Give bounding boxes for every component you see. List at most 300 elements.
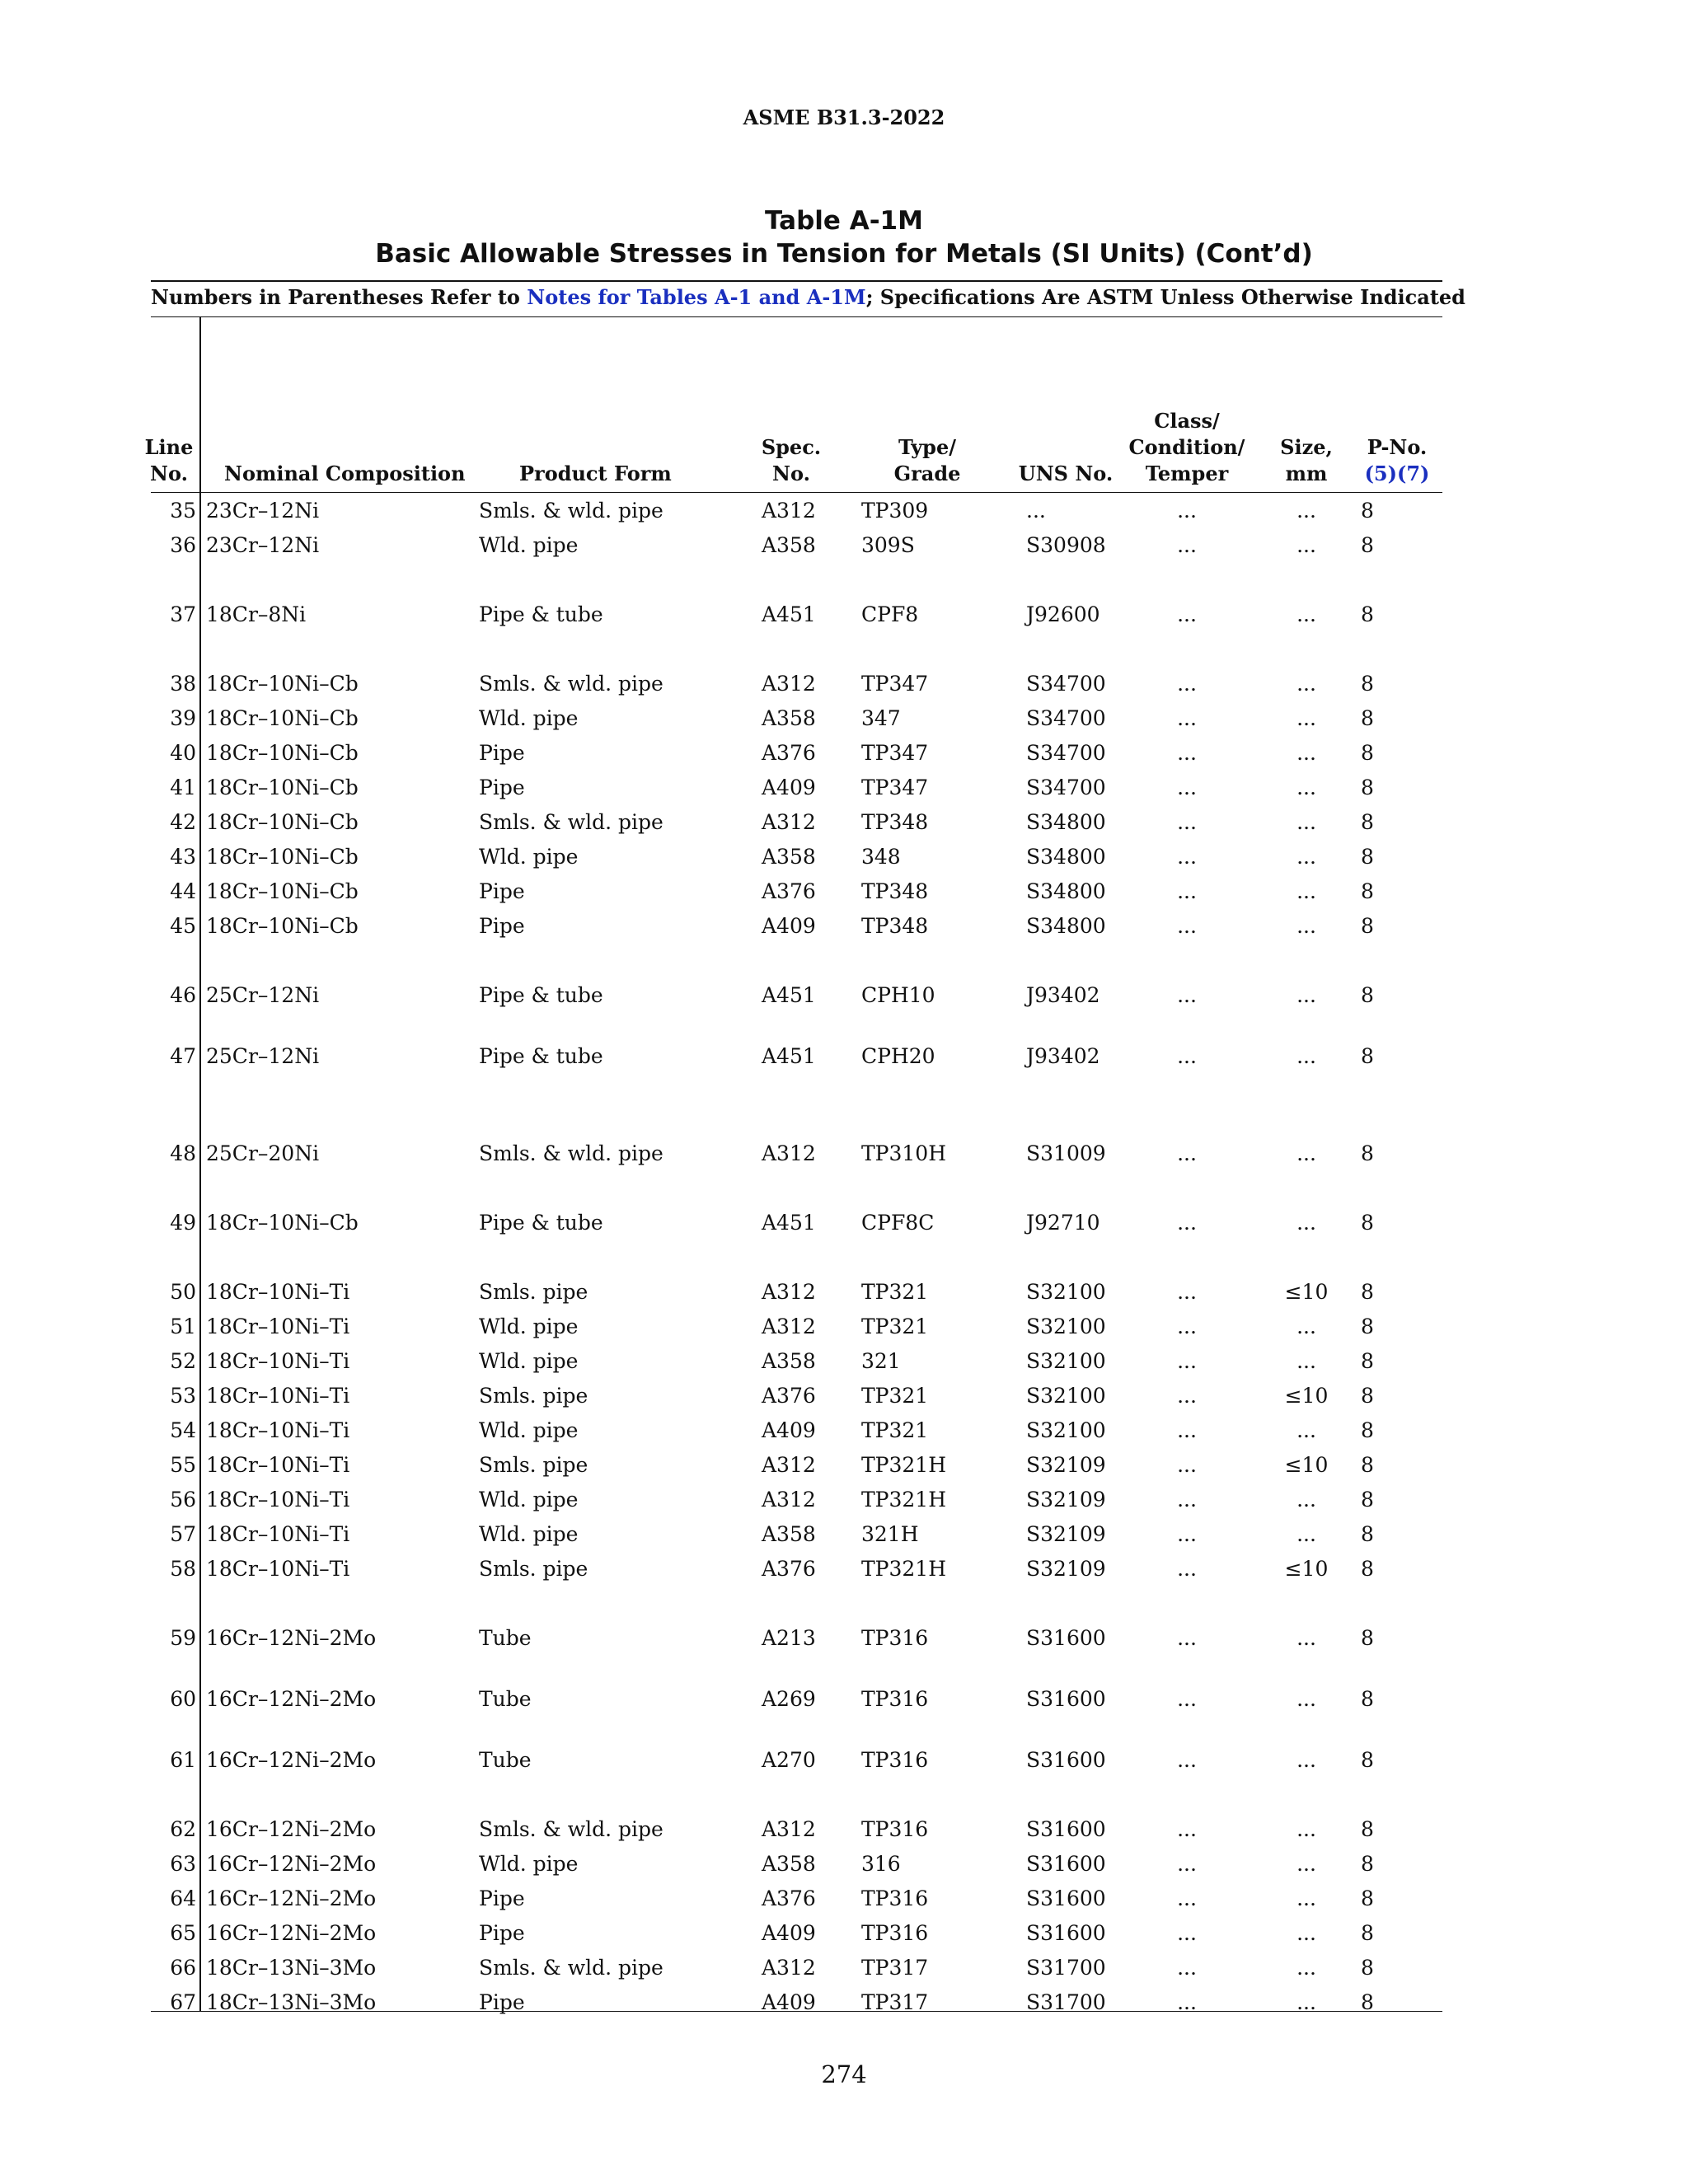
cell-form: Smls. pipe: [479, 1557, 588, 1581]
cell-line: 52: [170, 1349, 196, 1373]
cell-line: 35: [170, 499, 196, 523]
cell-pno: 8: [1361, 810, 1374, 834]
cell-cls: ...: [1177, 914, 1197, 938]
cell-line: 47: [170, 1044, 196, 1068]
cell-type: TP348: [861, 879, 929, 903]
cell-comp: 18Cr–10Ni–Cb: [206, 810, 359, 834]
cell-pno: 8: [1361, 845, 1374, 869]
cell-spec: A451: [762, 602, 816, 626]
table-row: [0, 1043, 1688, 1071]
cell-size: ...: [1296, 1687, 1316, 1711]
cell-uns: S31600: [1026, 1852, 1106, 1876]
cell-pno: 8: [1361, 499, 1374, 523]
cell-line: 60: [170, 1687, 196, 1711]
cell-line: 66: [170, 1956, 196, 1980]
table-row: [0, 1347, 1688, 1376]
col-header-composition: Nominal Composition: [224, 462, 466, 485]
cell-comp: 18Cr–10Ni–Ti: [206, 1280, 350, 1304]
cell-cls: ...: [1177, 810, 1197, 834]
cell-comp: 16Cr–12Ni–2Mo: [206, 1886, 377, 1910]
cell-form: Wld. pipe: [479, 845, 579, 869]
cell-uns: S32100: [1026, 1315, 1106, 1338]
cell-uns: S30908: [1026, 533, 1106, 557]
cell-form: Pipe: [479, 1990, 525, 2014]
bottom-rule: [151, 2011, 1442, 2012]
cell-uns: J92710: [1026, 1211, 1100, 1235]
cell-form: Smls. & wld. pipe: [479, 1141, 663, 1165]
cell-size: ≤10: [1284, 1453, 1329, 1477]
cell-pno: 8: [1361, 1557, 1374, 1581]
cell-pno: 8: [1361, 1044, 1374, 1068]
cell-size: ...: [1296, 845, 1316, 869]
cell-comp: 16Cr–12Ni–2Mo: [206, 1687, 377, 1711]
cell-line: 38: [170, 672, 196, 696]
cell-type: TP316: [861, 1886, 929, 1910]
cell-comp: 18Cr–13Ni–3Mo: [206, 1990, 377, 2014]
cell-line: 62: [170, 1817, 196, 1841]
cell-comp: 18Cr–10Ni–Cb: [206, 672, 359, 696]
cell-line: 63: [170, 1852, 196, 1876]
cell-spec: A376: [762, 1384, 816, 1408]
notes-link[interactable]: Notes for Tables A-1 and A-1M: [527, 285, 866, 309]
cell-cls: ...: [1177, 741, 1197, 765]
cell-form: Tube: [479, 1748, 532, 1772]
cell-form: Smls. & wld. pipe: [479, 1956, 663, 1980]
cell-form: Smls. & wld. pipe: [479, 810, 663, 834]
cell-uns: S34800: [1026, 810, 1106, 834]
cell-spec: A376: [762, 1557, 816, 1581]
cell-type: TP321: [861, 1384, 929, 1408]
notes-rule: [151, 316, 1442, 317]
cell-comp: 16Cr–12Ni–2Mo: [206, 1921, 377, 1945]
cell-comp: 18Cr–10Ni–Cb: [206, 1211, 359, 1235]
cell-cls: ...: [1177, 1488, 1197, 1511]
cell-cls: ...: [1177, 1280, 1197, 1304]
cell-pno: 8: [1361, 1488, 1374, 1511]
cell-line: 49: [170, 1211, 196, 1235]
col-header-line: Line No.: [144, 435, 194, 485]
cell-form: Pipe: [479, 914, 525, 938]
cell-spec: A312: [762, 672, 816, 696]
page-number: 274: [821, 2060, 867, 2088]
cell-spec: A358: [762, 1522, 816, 1546]
cell-uns: S32100: [1026, 1280, 1106, 1304]
cell-form: Smls. pipe: [479, 1280, 588, 1304]
cell-spec: A358: [762, 1349, 816, 1373]
cell-line: 48: [170, 1141, 196, 1165]
cell-comp: 18Cr–10Ni–Cb: [206, 776, 359, 799]
table-row: [0, 808, 1688, 837]
cell-spec: A358: [762, 533, 816, 557]
table-row: [0, 1919, 1688, 1947]
cell-form: Pipe: [479, 741, 525, 765]
table-title: [0, 204, 1688, 270]
cell-form: Smls. & wld. pipe: [479, 499, 663, 523]
cell-pno: 8: [1361, 1748, 1374, 1772]
cell-spec: A376: [762, 741, 816, 765]
cell-cls: ...: [1177, 1626, 1197, 1650]
cell-form: Smls. pipe: [479, 1453, 588, 1477]
cell-pno: 8: [1361, 1349, 1374, 1373]
cell-size: ...: [1296, 1852, 1316, 1876]
cell-pno: 8: [1361, 1141, 1374, 1165]
cell-uns: S31700: [1026, 1956, 1106, 1980]
cell-spec: A312: [762, 1141, 816, 1165]
cell-comp: 18Cr–10Ni–Ti: [206, 1384, 350, 1408]
table-row: [0, 1989, 1688, 2017]
cell-spec: A269: [762, 1687, 816, 1711]
cell-form: Pipe & tube: [479, 1044, 603, 1068]
cell-line: 37: [170, 602, 196, 626]
table-row: [0, 1521, 1688, 1549]
cell-spec: A376: [762, 879, 816, 903]
cell-line: 55: [170, 1453, 196, 1477]
cell-comp: 18Cr–10Ni–Ti: [206, 1349, 350, 1373]
table-row: [0, 1417, 1688, 1445]
cell-uns: S31600: [1026, 1748, 1106, 1772]
col-header-class: Class/ Condition/ Temper: [1128, 409, 1245, 485]
cell-pno: 8: [1361, 1956, 1374, 1980]
cell-comp: 25Cr–20Ni: [206, 1141, 320, 1165]
cell-comp: 16Cr–12Ni–2Mo: [206, 1817, 377, 1841]
cell-type: TP316: [861, 1817, 929, 1841]
table-row: [0, 1850, 1688, 1878]
cell-size: ...: [1296, 706, 1316, 730]
cell-form: Smls. & wld. pipe: [479, 1817, 663, 1841]
cell-type: TP317: [861, 1956, 929, 1980]
table-row: [0, 1555, 1688, 1583]
cell-type: TP347: [861, 776, 929, 799]
cell-type: 347: [861, 706, 901, 730]
cell-uns: S31600: [1026, 1626, 1106, 1650]
cell-type: 309S: [861, 533, 915, 557]
cell-cls: ...: [1177, 1384, 1197, 1408]
cell-type: TP347: [861, 672, 929, 696]
cell-size: ...: [1296, 983, 1316, 1007]
cell-pno: 8: [1361, 914, 1374, 938]
cell-line: 46: [170, 983, 196, 1007]
table-row: [0, 532, 1688, 560]
table-title-line1: Table A-1M: [765, 206, 923, 236]
notes-prefix: Numbers in Parentheses Refer to: [151, 285, 528, 309]
cell-uns: S31600: [1026, 1817, 1106, 1841]
cell-size: ...: [1296, 1522, 1316, 1546]
cell-line: 44: [170, 879, 196, 903]
table-row: [0, 1278, 1688, 1306]
cell-uns: S34800: [1026, 879, 1106, 903]
cell-size: ...: [1296, 1626, 1316, 1650]
cell-size: ...: [1296, 1990, 1316, 2014]
table-row: [0, 1486, 1688, 1514]
cell-uns: S31600: [1026, 1921, 1106, 1945]
cell-line: 36: [170, 533, 196, 557]
cell-comp: 16Cr–12Ni–2Mo: [206, 1852, 377, 1876]
cell-type: TP316: [861, 1626, 929, 1650]
cell-form: Pipe & tube: [479, 602, 603, 626]
cell-line: 39: [170, 706, 196, 730]
cell-size: ...: [1296, 533, 1316, 557]
cell-spec: A312: [762, 1453, 816, 1477]
cell-size: ...: [1296, 1488, 1316, 1511]
cell-line: 53: [170, 1384, 196, 1408]
cell-pno: 8: [1361, 1886, 1374, 1910]
cell-uns: S32109: [1026, 1557, 1106, 1581]
cell-type: TP321H: [861, 1453, 947, 1477]
cell-form: Pipe: [479, 776, 525, 799]
cell-uns: J93402: [1026, 983, 1100, 1007]
table-row: [0, 705, 1688, 733]
cell-uns: S32109: [1026, 1522, 1106, 1546]
cell-line: 65: [170, 1921, 196, 1945]
cell-cls: ...: [1177, 1990, 1197, 2014]
cell-comp: 25Cr–12Ni: [206, 1044, 320, 1068]
cell-uns: S34700: [1026, 672, 1106, 696]
cell-size: ...: [1296, 1044, 1316, 1068]
cell-cls: ...: [1177, 1817, 1197, 1841]
cell-type: TP321: [861, 1418, 929, 1442]
col-header-pno: P-No. (5)(7): [1364, 435, 1430, 485]
cell-comp: 18Cr–10Ni–Ti: [206, 1488, 350, 1511]
cell-pno: 8: [1361, 776, 1374, 799]
cell-form: Pipe & tube: [479, 1211, 603, 1235]
cell-pno: 8: [1361, 533, 1374, 557]
cell-spec: A451: [762, 1211, 816, 1235]
cell-size: ...: [1296, 602, 1316, 626]
cell-spec: A451: [762, 983, 816, 1007]
cell-pno: 8: [1361, 1626, 1374, 1650]
cell-form: Tube: [479, 1687, 532, 1711]
cell-spec: A312: [762, 1817, 816, 1841]
cell-spec: A451: [762, 1044, 816, 1068]
cell-spec: A409: [762, 776, 816, 799]
cell-type: TP348: [861, 914, 929, 938]
cell-cls: ...: [1177, 1886, 1197, 1910]
col-header-type-grade: Type/ Grade: [893, 435, 961, 485]
cell-uns: S32109: [1026, 1453, 1106, 1477]
cell-cls: ...: [1177, 1453, 1197, 1477]
cell-spec: A376: [762, 1886, 816, 1910]
cell-uns: S32100: [1026, 1418, 1106, 1442]
cell-cls: ...: [1177, 776, 1197, 799]
cell-size: ≤10: [1284, 1280, 1329, 1304]
cell-size: ...: [1296, 879, 1316, 903]
cell-uns: J93402: [1026, 1044, 1100, 1068]
cell-line: 45: [170, 914, 196, 938]
cell-size: ...: [1296, 914, 1316, 938]
cell-cls: ...: [1177, 1687, 1197, 1711]
cell-type: 321H: [861, 1522, 919, 1546]
cell-comp: 23Cr–12Ni: [206, 499, 320, 523]
cell-form: Wld. pipe: [479, 1522, 579, 1546]
cell-spec: A213: [762, 1626, 816, 1650]
cell-form: Wld. pipe: [479, 1349, 579, 1373]
cell-line: 56: [170, 1488, 196, 1511]
cell-size: ...: [1296, 1956, 1316, 1980]
cell-spec: A358: [762, 706, 816, 730]
cell-type: TP321: [861, 1280, 929, 1304]
cell-pno: 8: [1361, 1852, 1374, 1876]
cell-cls: ...: [1177, 845, 1197, 869]
cell-uns: S31600: [1026, 1687, 1106, 1711]
cell-type: 348: [861, 845, 901, 869]
cell-uns: S31700: [1026, 1990, 1106, 2014]
cell-cls: ...: [1177, 1748, 1197, 1772]
cell-type: TP316: [861, 1687, 929, 1711]
cell-type: TP348: [861, 810, 929, 834]
cell-pno: 8: [1361, 1418, 1374, 1442]
cell-comp: 18Cr–10Ni–Ti: [206, 1315, 350, 1338]
cell-pno: 8: [1361, 1522, 1374, 1546]
cell-pno: 8: [1361, 1453, 1374, 1477]
cell-size: ...: [1296, 1315, 1316, 1338]
cell-pno: 8: [1361, 741, 1374, 765]
cell-cls: ...: [1177, 879, 1197, 903]
table-row: [0, 912, 1688, 940]
cell-comp: 18Cr–10Ni–Ti: [206, 1418, 350, 1442]
cell-pno: 8: [1361, 879, 1374, 903]
cell-pno: 8: [1361, 1687, 1374, 1711]
cell-size: ...: [1296, 1817, 1316, 1841]
cell-comp: 18Cr–13Ni–3Mo: [206, 1956, 377, 1980]
cell-spec: A409: [762, 1418, 816, 1442]
cell-line: 43: [170, 845, 196, 869]
cell-cls: ...: [1177, 533, 1197, 557]
cell-type: 316: [861, 1852, 901, 1876]
cell-comp: 18Cr–10Ni–Ti: [206, 1453, 350, 1477]
cell-comp: 16Cr–12Ni–2Mo: [206, 1748, 377, 1772]
cell-form: Smls. & wld. pipe: [479, 672, 663, 696]
cell-form: Smls. pipe: [479, 1384, 588, 1408]
cell-form: Wld. pipe: [479, 1852, 579, 1876]
cell-size: ...: [1296, 1921, 1316, 1945]
cell-form: Pipe: [479, 879, 525, 903]
notes-suffix: ; Specifications Are ASTM Unless Otherwise Indicated: [865, 285, 1465, 309]
cell-type: TP316: [861, 1921, 929, 1945]
cell-form: Wld. pipe: [479, 533, 579, 557]
cell-uns: S34700: [1026, 776, 1106, 799]
cell-cls: ...: [1177, 1921, 1197, 1945]
running-header: ASME B31.3-2022: [743, 105, 945, 129]
cell-spec: A409: [762, 1921, 816, 1945]
table-row: [0, 1685, 1688, 1713]
cell-comp: 18Cr–8Ni: [206, 602, 307, 626]
col-header-size: Size, mm: [1280, 435, 1333, 485]
cell-type: CPH20: [861, 1044, 935, 1068]
cell-size: ...: [1296, 1886, 1316, 1910]
col-header-product-form: Product Form: [519, 462, 672, 485]
cell-size: ...: [1296, 1211, 1316, 1235]
cell-line: 50: [170, 1280, 196, 1304]
cell-spec: A312: [762, 1280, 816, 1304]
cell-uns: ...: [1026, 499, 1046, 523]
cell-line: 64: [170, 1886, 196, 1910]
table-row: [0, 1954, 1688, 1982]
cell-line: 54: [170, 1418, 196, 1442]
cell-cls: ...: [1177, 1852, 1197, 1876]
cell-size: ≤10: [1284, 1557, 1329, 1581]
cell-type: TP321H: [861, 1557, 947, 1581]
cell-spec: A358: [762, 845, 816, 869]
table-row: [0, 843, 1688, 871]
cell-spec: A358: [762, 1852, 816, 1876]
cell-type: CPF8: [861, 602, 919, 626]
table-row: [0, 1624, 1688, 1652]
cell-pno: 8: [1361, 672, 1374, 696]
cell-pno: 8: [1361, 1280, 1374, 1304]
cell-pno: 8: [1361, 983, 1374, 1007]
cell-form: Wld. pipe: [479, 1315, 579, 1338]
cell-pno: 8: [1361, 1817, 1374, 1841]
cell-comp: 18Cr–10Ni–Cb: [206, 741, 359, 765]
cell-size: ...: [1296, 741, 1316, 765]
table-row: [0, 982, 1688, 1010]
cell-type: TP347: [861, 741, 929, 765]
table-row: [0, 1209, 1688, 1237]
cell-comp: 18Cr–10Ni–Ti: [206, 1522, 350, 1546]
cell-line: 59: [170, 1626, 196, 1650]
cell-size: ...: [1296, 1418, 1316, 1442]
table-row: [0, 1382, 1688, 1410]
cell-spec: A312: [762, 1956, 816, 1980]
cell-cls: ...: [1177, 1418, 1197, 1442]
table-row: [0, 1885, 1688, 1913]
cell-spec: A409: [762, 1990, 816, 2014]
cell-uns: S31009: [1026, 1141, 1106, 1165]
cell-type: CPH10: [861, 983, 935, 1007]
cell-cls: ...: [1177, 1522, 1197, 1546]
cell-size: ...: [1296, 776, 1316, 799]
cell-spec: A312: [762, 499, 816, 523]
cell-cls: ...: [1177, 983, 1197, 1007]
cell-pno: 8: [1361, 1990, 1374, 2014]
cell-cls: ...: [1177, 602, 1197, 626]
cell-line: 51: [170, 1315, 196, 1338]
cell-cls: ...: [1177, 499, 1197, 523]
cell-spec: A409: [762, 914, 816, 938]
cell-cls: ...: [1177, 1141, 1197, 1165]
cell-line: 41: [170, 776, 196, 799]
cell-uns: S34800: [1026, 914, 1106, 938]
cell-size: ≤10: [1284, 1384, 1329, 1408]
cell-line: 40: [170, 741, 196, 765]
cell-type: TP309: [861, 499, 929, 523]
cell-form: Pipe & tube: [479, 983, 603, 1007]
cell-size: ...: [1296, 810, 1316, 834]
cell-size: ...: [1296, 1349, 1316, 1373]
cell-spec: A312: [762, 810, 816, 834]
notes-line: [151, 285, 1465, 309]
cell-type: TP310H: [861, 1141, 947, 1165]
col-header-spec: Spec. No.: [761, 435, 822, 485]
cell-comp: 16Cr–12Ni–2Mo: [206, 1626, 377, 1650]
cell-spec: A312: [762, 1315, 816, 1338]
table-title-line2: Basic Allowable Stresses in Tension for Metals (SI Units) (Cont’d): [375, 239, 1313, 269]
cell-type: TP316: [861, 1748, 929, 1772]
cell-comp: 18Cr–10Ni–Cb: [206, 706, 359, 730]
table-row: [0, 1816, 1688, 1844]
cell-cls: ...: [1177, 1557, 1197, 1581]
cell-size: ...: [1296, 1748, 1316, 1772]
cell-cls: ...: [1177, 1956, 1197, 1980]
cell-comp: 18Cr–10Ni–Cb: [206, 879, 359, 903]
cell-line: 67: [170, 1990, 196, 2014]
cell-uns: S32100: [1026, 1349, 1106, 1373]
cell-size: ...: [1296, 672, 1316, 696]
cell-type: TP317: [861, 1990, 929, 2014]
cell-form: Tube: [479, 1626, 532, 1650]
table-row: [0, 1313, 1688, 1341]
cell-comp: 23Cr–12Ni: [206, 533, 320, 557]
